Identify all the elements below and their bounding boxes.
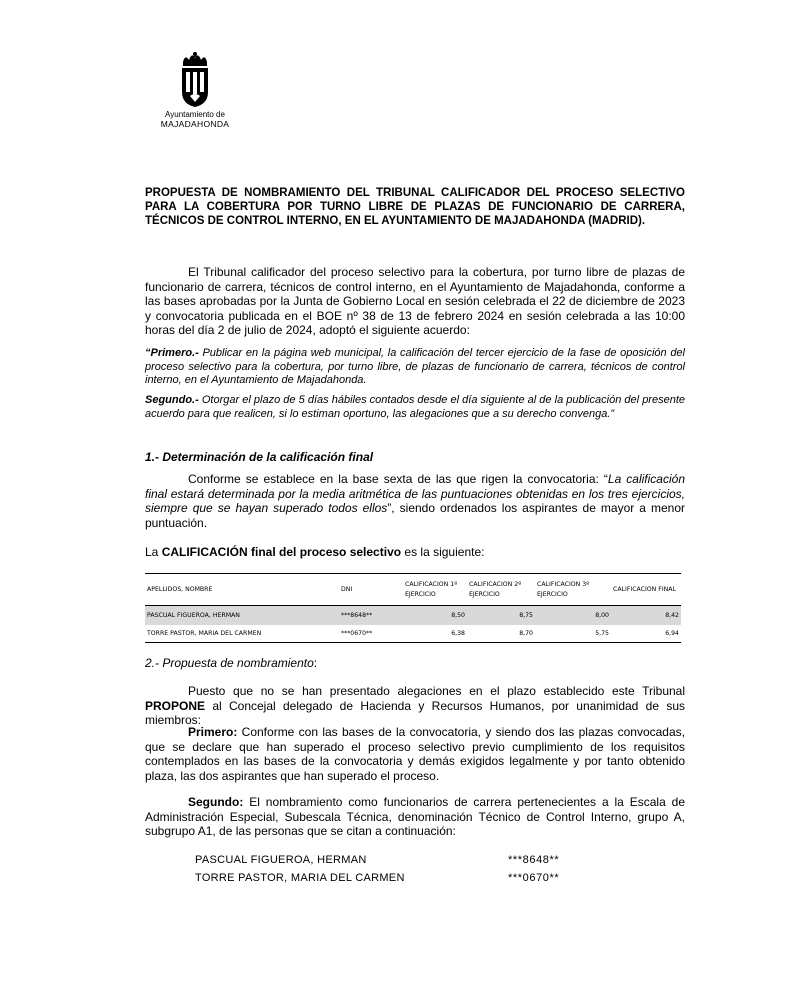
header-ej1: CALIFICACION 1º EJERCICIO: [403, 574, 467, 606]
appointee-names: [195, 851, 405, 887]
cell-final: 8,42: [611, 606, 681, 626]
propone-bold: PROPONE: [145, 698, 206, 713]
calificacion-pre: La: [145, 545, 162, 559]
appointee-name: TORRE PASTOR, MARIA DEL CARMEN: [195, 872, 405, 884]
cell-dni: ***8648**: [339, 606, 403, 626]
section-1-text-end: ”, siendo ordenados los aspirantes de mayor a menor puntuación.: [145, 501, 686, 530]
acuerdo-primero: [145, 347, 685, 388]
cell-name: TORRE PASTOR, MARIA DEL CARMEN: [145, 625, 339, 643]
section-1-text-start: Conforme se establece en la base sexta de las que rigen la convocatoria: “: [188, 472, 608, 486]
calificacion-post: es la siguiente:: [401, 545, 485, 559]
acuerdo-primero-label: “Primero.-: [145, 347, 199, 359]
propuesta-segundo-text: El nombramiento como funcionarios de carrera pertenecientes a la Escala de Administración Especial, Subescala Técnica, denominación Técnico de Control Interno, grupo A, subgrupo A1, de las personas que se citan a continuación:: [145, 795, 685, 839]
cell-ej2: 8,70: [467, 625, 535, 643]
header-name: APELLIDOS, NOMBRE: [145, 574, 339, 606]
acuerdo-segundo-label: Segundo.-: [145, 394, 199, 406]
results-table: [145, 573, 681, 643]
table-header-row: [145, 574, 681, 606]
appointee-name: PASCUAL FIGUEROA, HERMAN: [195, 854, 367, 866]
table-row: [145, 606, 681, 626]
header-ej2: CALIFICACION 2º EJERCICIO: [467, 574, 535, 606]
cell-dni: ***0670**: [339, 625, 403, 643]
cell-name: PASCUAL FIGUEROA, HERMAN: [145, 606, 339, 626]
cell-ej1: 6,38: [403, 625, 467, 643]
coat-of-arms-icon: [177, 52, 213, 108]
intro-paragraph: El Tribunal calificador del proceso selectivo para la cobertura, por turno libre de plazas de funcionario de carrera, técnicos de control interno, en el Ayuntamiento de Majadahonda, conforme a las bases aprobadas por la Junta de Gobierno Local en sesión celebrada el 22 de diciembre de 2023 y convocatoria publicada en el BOE nº 38 de 13 de febrero 2024 en sesión celebrada a las 10:00 horas del día 2 de julio de 2024, adoptó el siguiente acuerdo:: [145, 265, 685, 338]
logo-line-1: Ayuntamiento de: [165, 110, 225, 119]
header-ej3: CALIFICACION 3º EJERCICIO: [535, 574, 611, 606]
acuerdo-primero-text: Publicar en la página web municipal, la calificación del tercer ejercicio de la fase de oposición del proceso selectivo para la cobertura, por turno libre, de plazas de funcionario de carrera, técnicos de control interno, en el Ayuntamiento de Majadahonda.: [145, 347, 685, 387]
cell-ej1: 8,50: [403, 606, 467, 626]
propuesta-primero: [145, 725, 685, 783]
document-title: PROPUESTA DE NOMBRAMIENTO DEL TRIBUNAL CALIFICADOR DEL PROCESO SELECTIVO PARA LA COBERTURA POR TURNO LIBRE DE PLAZAS DE FUNCIONARIO DE CARRERA, TÉCNICOS DE CONTROL INTERNO, EN EL AYUNTAMIENTO DE MAJADAHONDA (MADRID).: [145, 187, 685, 227]
section-1-quote: La calificación final estará determinada por la media aritmética de las puntuaciones obtenidas en los tres ejercicios, siempre que se hayan superado todos ellos: [145, 472, 685, 516]
header-dni: DNI: [339, 574, 403, 606]
table-row: [145, 625, 681, 643]
section-2-heading-colon: :: [313, 656, 318, 670]
propuesta-primero-text: Conforme con las bases de la convocatoria, y siendo dos las plazas convocadas, que se declare que han superado el proceso selectivo previo cumplimiento de los requisitos contemplados en las bases de la convocatoria y demás exigidos legalmente y por tanto obtenido plaza, las dos aspirantes que han superado el proceso.: [145, 725, 685, 783]
calificacion-bold: CALIFICACIÓN final del proceso selectivo: [161, 545, 402, 559]
propuesta-segundo-label: Segundo:: [188, 795, 244, 809]
appointee-dnis: [508, 851, 559, 887]
acuerdo-segundo-text: Otorgar el plazo de 5 días hábiles contados desde el día siguiente al de la publicación del presente acuerdo para que realicen, si lo estiman oportuno, las alegaciones que a su derecho convenga.”: [145, 394, 685, 420]
section-2-heading: [145, 656, 317, 670]
header-final: CALIFICACION FINAL: [611, 574, 681, 606]
municipal-logo: [150, 52, 240, 129]
acuerdo-segundo: [145, 394, 685, 421]
appointee-dni: ***0670**: [508, 872, 560, 884]
cell-ej2: 8,75: [467, 606, 535, 626]
cell-ej3: 8,00: [535, 606, 611, 626]
cell-ej3: 5,75: [535, 625, 611, 643]
logo-line-2: MAJADAHONDA: [160, 119, 230, 129]
appointee-dni: ***8648**: [508, 854, 560, 866]
propuesta-primero-label: Primero:: [188, 725, 238, 739]
section-2-heading-text: 2.- Propuesta de nombramiento: [145, 656, 314, 670]
cell-final: 6,94: [611, 625, 681, 643]
propuesta-segundo: [145, 795, 685, 839]
section-2-post: al Concejal delegado de Hacienda y Recursos Humanos, por unanimidad de sus miembros:: [145, 698, 685, 728]
section-2-pre: Puesto que no se han presentado alegaciones en el plazo establecido este Tribunal: [188, 684, 685, 698]
section-1-paragraph: [145, 472, 685, 530]
calificacion-intro: [145, 545, 685, 560]
section-1-heading: 1.- Determinación de la calificación final: [145, 450, 374, 464]
section-2-paragraph: [145, 684, 685, 728]
